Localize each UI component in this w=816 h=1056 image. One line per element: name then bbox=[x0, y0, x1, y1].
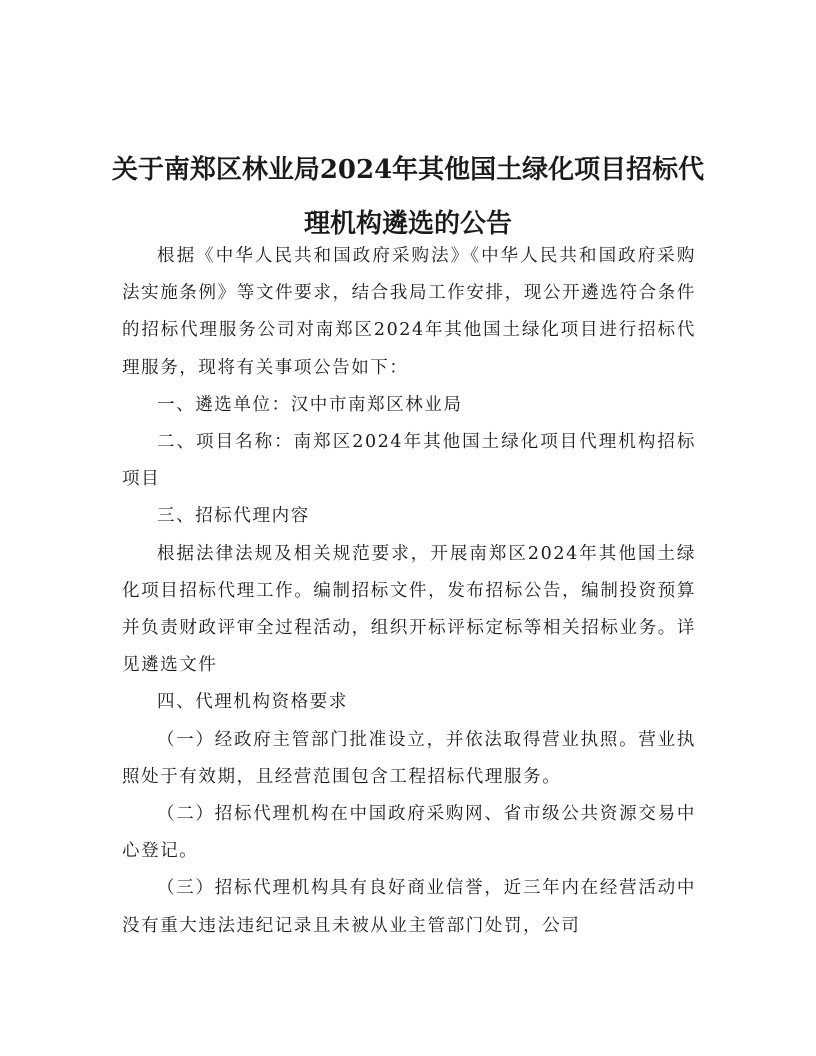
qualification-item-1: （一）经政府主管部门批准设立，并依法取得营业执照。营业执照处于有效期，且经营范围包含工程招标代理服务。 bbox=[122, 729, 696, 787]
document-body bbox=[122, 238, 696, 945]
title-line-2: 理机构遴选的公告 bbox=[303, 209, 512, 239]
agency-content-paragraph: 根据法律法规及相关规范要求，开展南郑区2024年其他国土绿化项目招标代理工作。编制招标文件，发布招标公告，编制投资预算并负责财政评审全过程活动，组织开标评标定标等相关招标业务。详见遴选文件 bbox=[122, 543, 696, 676]
document-title bbox=[110, 143, 706, 251]
intro-paragraph: 根据《中华人民共和国政府采购法》《中华人民共和国政府采购法实施条例》等文件要求，结合我局工作安排，现公开遴选符合条件的招标代理服务公司对南郑区2024年其他国土绿化项目进行招标代理服务，现将有关事项公告如下： bbox=[122, 246, 696, 378]
title-line-1: 关于南郑区林业局2024年其他国土绿化项目招标代 bbox=[111, 155, 705, 185]
section-project-name: 二、项目名称：南郑区2024年其他国土绿化项目代理机构招标项目 bbox=[122, 432, 696, 490]
section-heading-agency-content: 三、招标代理内容 bbox=[157, 506, 310, 527]
section-selecting-unit: 一、遴选单位：汉中市南郑区林业局 bbox=[157, 394, 463, 415]
qualification-item-2: （二）招标代理机构在中国政府采购网、省市级公共资源交易中心登记。 bbox=[122, 804, 696, 862]
qualification-item-3: （三）招标代理机构具有良好商业信誉，近三年内在经营活动中没有重大违法违纪记录且未被从业主管部门处罚，公司 bbox=[122, 878, 696, 936]
section-heading-qualification: 四、代理机构资格要求 bbox=[157, 692, 348, 713]
